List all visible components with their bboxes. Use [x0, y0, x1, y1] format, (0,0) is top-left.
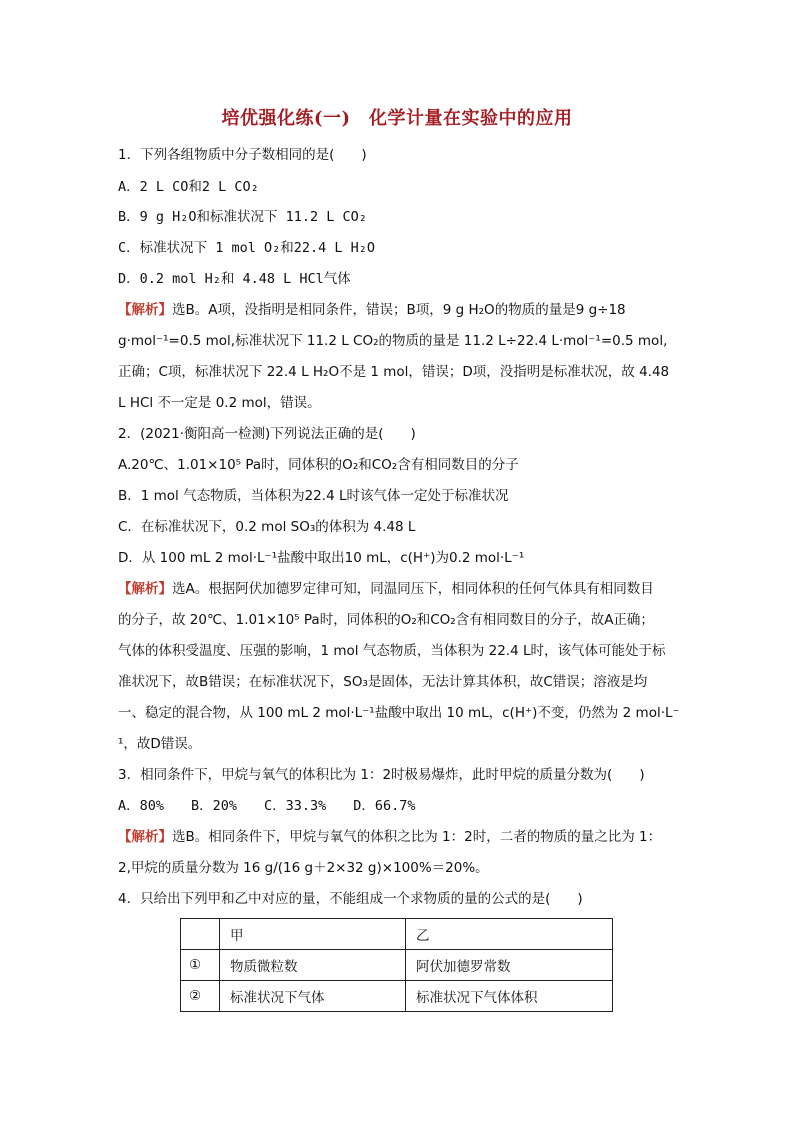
q2-explanation-line: 准状况下，故B错误；在标准状况下，SO₃是固体，无法计算其体积，故C错误；溶液是均 [118, 674, 648, 690]
q3-explanation-line [118, 828, 661, 846]
q1-exp-text: 选B。A项，没指明是相同条件，错误；B项，9 g H₂O的物质的量是9 g÷18 [172, 302, 626, 318]
q2-explanation-line: ¹，故D错误。 [118, 736, 202, 752]
q1-option-d: D．0.2 mol H₂和 4.48 L HCl气体 [118, 271, 351, 287]
table-cell: ② [181, 981, 220, 1012]
table-header-cell [181, 919, 220, 950]
table-header-row [181, 919, 613, 950]
q1-explanation-line: L HCl 不一定是 0.2 mol，错误。 [118, 395, 321, 411]
q4-stem: 4．只给出下列甲和乙中对应的量，不能组成一个求物质的量的公式的是( ) [118, 891, 583, 907]
table-cell: 标准状况下气体体积 [406, 981, 613, 1012]
q2-explanation-line: 一、稳定的混合物，从 100 mL 2 mol·L⁻¹盐酸中取出 10 mL，c(H⁺)不变，仍然为 2 mol·L⁻ [118, 705, 680, 721]
table-header-cell: 乙 [406, 919, 613, 950]
q2-option-a: A.20℃、1.01×10⁵ Pa时，同体积的O₂和CO₂含有相同数目的分子 [118, 457, 519, 473]
q2-exp-text: 选A。根据阿伏加德罗定律可知，同温同压下，相同体积的任何气体具有相同数目 [172, 581, 654, 597]
q3-stem: 3．相同条件下，甲烷与氧气的体积比为 1：2时极易爆炸，此时甲烷的质量分数为( ) [118, 767, 645, 783]
q2-option-b: B．1 mol 气态物质，当体积为22.4 L时该气体一定处于标准状况 [118, 488, 509, 504]
q2-option-d: D．从 100 mL 2 mol·L⁻¹盐酸中取出10 mL，c(H⁺)为0.2 mol·L⁻¹ [118, 550, 525, 566]
q1-option-a: A．2 L CO和2 L CO₂ [118, 179, 259, 195]
explanation-tag: 【解析】 [118, 581, 172, 597]
explanation-tag: 【解析】 [118, 302, 172, 318]
q3-options: A．80% B．20% C．33.3% D．66.7% [118, 798, 416, 814]
q3-exp-text: 选B。相同条件下，甲烷与氧气的体积之比为 1：2时，二者的物质的量之比为 1： [172, 829, 662, 845]
table-cell: ① [181, 950, 220, 981]
page-title: 培优强化练(一) 化学计量在实验中的应用 [221, 108, 573, 129]
table-cell: 物质微粒数 [220, 950, 406, 981]
q4-table [180, 918, 613, 1012]
q2-stem: 2．(2021·衡阳高一检测)下列说法正确的是( ) [118, 426, 416, 442]
q1-explanation-line [118, 301, 626, 319]
q2-option-c: C．在标准状况下，0.2 mol SO₃的体积为 4.48 L [118, 519, 416, 535]
table-row [181, 981, 613, 1012]
table-header-cell: 甲 [220, 919, 406, 950]
q1-option-b: B．9 g H₂O和标准状况下 11.2 L CO₂ [118, 209, 367, 225]
q3-explanation-line: 2,甲烷的质量分数为 16 g/(16 g＋2×32 g)×100%＝20%。 [118, 860, 489, 876]
table-cell: 阿伏加德罗常数 [406, 950, 613, 981]
q1-option-c: C．标准状况下 1 mol O₂和22.4 L H₂O [118, 240, 376, 256]
q1-explanation-line: g·mol⁻¹=0.5 mol,标准状况下 11.2 L CO₂的物质的量是 11.2 L÷22.4 L·mol⁻¹=0.5 mol, [118, 333, 668, 349]
table-row [181, 950, 613, 981]
q2-explanation-line: 的分子，故 20℃、1.01×10⁵ Pa时，同体积的O₂和CO₂含有相同数目的分子，故A正确； [118, 612, 654, 628]
explanation-tag: 【解析】 [118, 829, 172, 845]
table-cell: 标准状况下气体 [220, 981, 406, 1012]
q2-explanation-line [118, 580, 654, 598]
q1-explanation-line: 正确；C项，标准状况下 22.4 L H₂O不是 1 mol，错误；D项，没指明是标准状况，故 4.48 [118, 364, 670, 380]
q1-stem: 1．下列各组物质中分子数相同的是( ) [118, 147, 367, 163]
q2-explanation-line: 气体的体积受温度、压强的影响，1 mol 气态物质，当体积为 22.4 L时，该气体可能处于标 [118, 643, 666, 659]
